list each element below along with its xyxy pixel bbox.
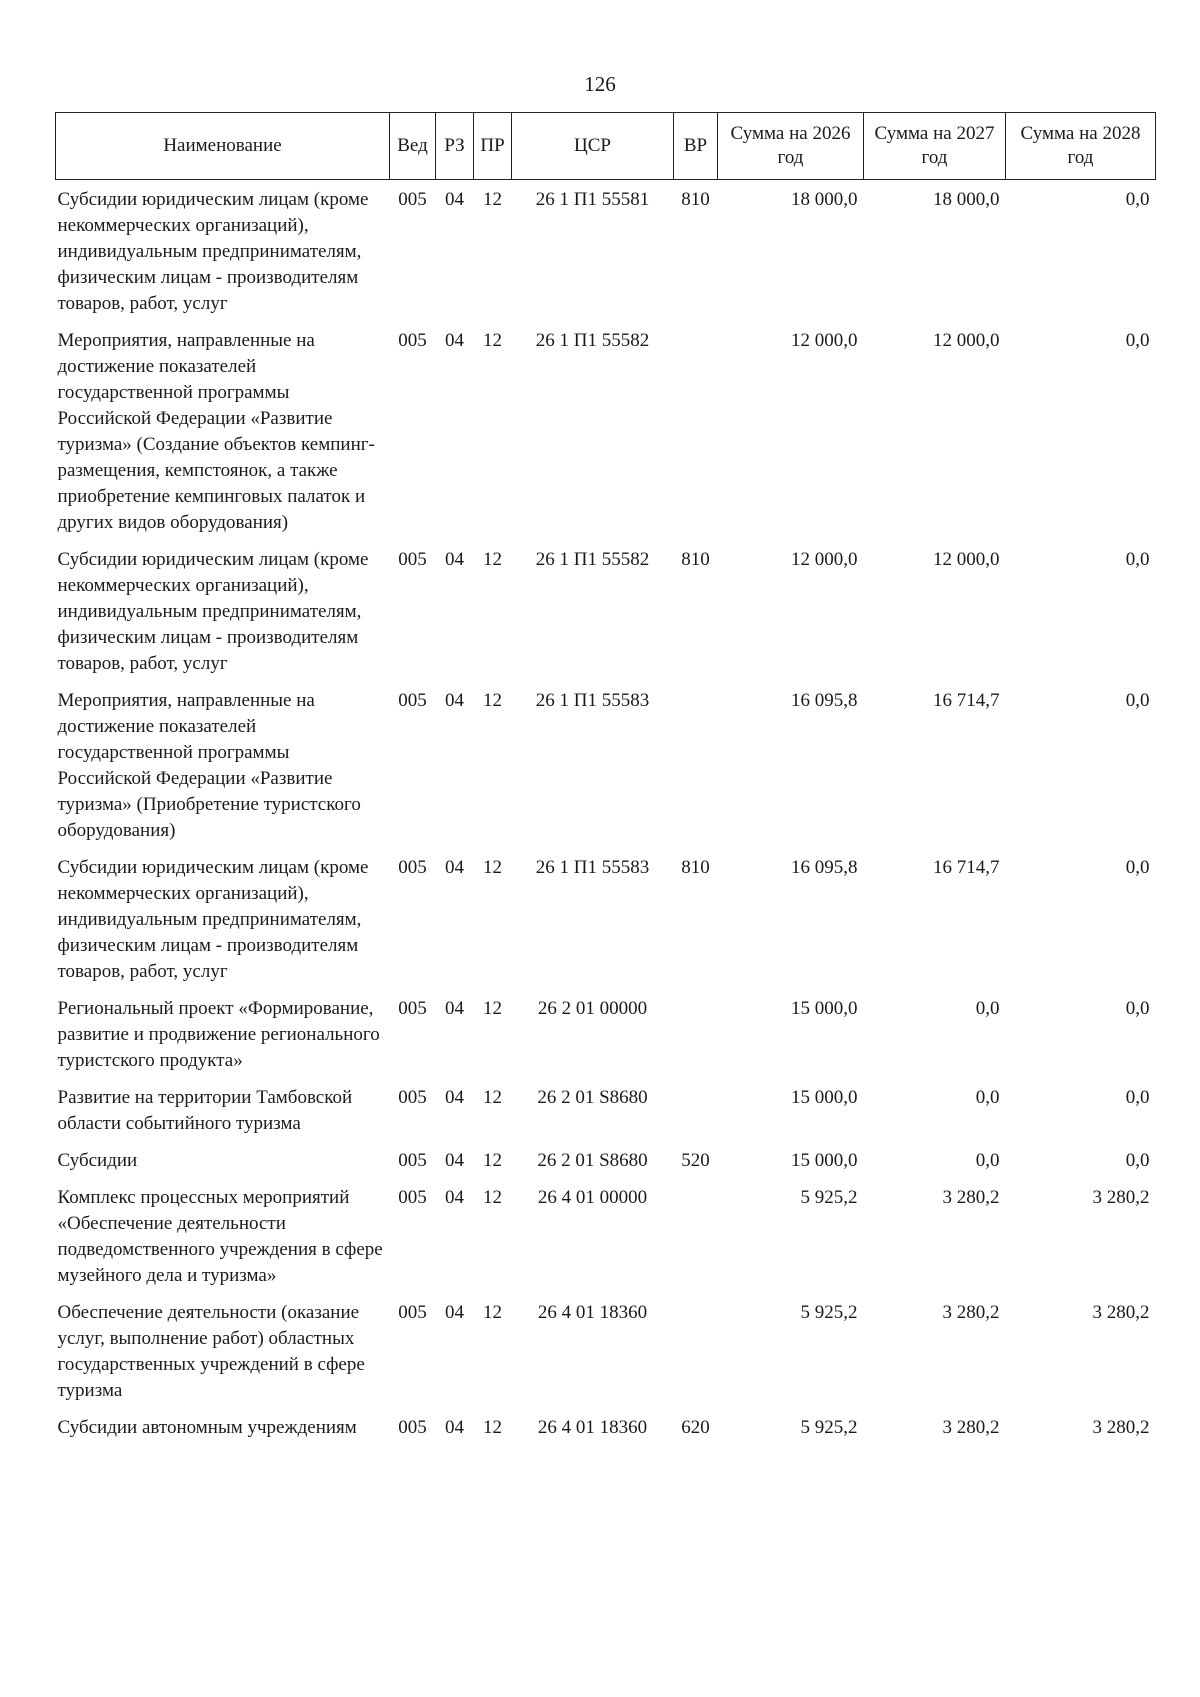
- cell-csr: 26 1 П1 55582: [535, 549, 650, 570]
- cell-sum-2026: 5 925,2: [800, 1417, 858, 1438]
- cell-name: Субсидии юридическим лицам (кроме некоммерческих организаций), индивидуальным предпринимателям, физическим лицам - производителям товаров, работ, услуг: [57, 857, 369, 982]
- cell-sum-2026: 18 000,0: [791, 189, 858, 210]
- page-number: 126: [584, 72, 616, 96]
- cell-pr: 12: [483, 330, 502, 351]
- cell-vr: [674, 989, 718, 1078]
- cell-vr: 520: [681, 1150, 710, 1171]
- table-row: [56, 989, 1156, 1078]
- cell-ved: 005: [398, 1417, 427, 1438]
- cell-sum-2027: 0,0: [975, 1150, 1000, 1171]
- table-row: [56, 1408, 1156, 1445]
- cell-csr: 26 4 01 18360: [537, 1302, 648, 1323]
- cell-sum-2026: 15 000,0: [791, 998, 858, 1019]
- cell-ved: 005: [398, 690, 427, 711]
- header-row: [56, 113, 1156, 180]
- cell-pr: 12: [483, 1417, 502, 1438]
- cell-sum-2027: 0,0: [975, 1087, 1000, 1108]
- cell-sum-2026: 16 095,8: [791, 690, 858, 711]
- cell-sum-2028: 0,0: [1125, 1150, 1150, 1171]
- cell-vr: 810: [681, 857, 710, 878]
- cell-sum-2028: 0,0: [1125, 330, 1150, 351]
- cell-rz: 04: [445, 1087, 464, 1108]
- cell-pr: 12: [483, 998, 502, 1019]
- cell-pr: 12: [483, 1087, 502, 1108]
- cell-sum-2026: 12 000,0: [791, 330, 858, 351]
- cell-rz: 04: [445, 549, 464, 570]
- cell-vr: 810: [681, 549, 710, 570]
- cell-sum-2026: 12 000,0: [791, 549, 858, 570]
- header-name: Наименование: [56, 113, 390, 180]
- header-csr: ЦСР: [512, 113, 674, 180]
- cell-vr: [674, 681, 718, 848]
- cell-sum-2027: 3 280,2: [942, 1187, 1000, 1208]
- cell-sum-2027: 3 280,2: [942, 1302, 1000, 1323]
- cell-rz: 04: [445, 1187, 464, 1208]
- cell-name: Субсидии юридическим лицам (кроме некоммерческих организаций), индивидуальным предпринимателям, физическим лицам - производителям товаров, работ, услуг: [57, 549, 369, 674]
- cell-pr: 12: [483, 189, 502, 210]
- cell-sum-2028: 3 280,2: [1092, 1302, 1150, 1323]
- cell-ved: 005: [398, 189, 427, 210]
- cell-ved: 005: [398, 1150, 427, 1171]
- cell-ved: 005: [398, 857, 427, 878]
- table-row: [56, 321, 1156, 540]
- table-row: [56, 540, 1156, 681]
- cell-sum-2027: 3 280,2: [942, 1417, 1000, 1438]
- cell-csr: 26 2 01 S8680: [537, 1087, 648, 1108]
- cell-pr: 12: [483, 1150, 502, 1171]
- cell-name: Субсидии юридическим лицам (кроме некоммерческих организаций), индивидуальным предпринимателям, физическим лицам - производителям товаров, работ, услуг: [57, 189, 369, 314]
- cell-vr: [674, 1078, 718, 1141]
- cell-pr: 12: [483, 690, 502, 711]
- cell-ved: 005: [398, 998, 427, 1019]
- cell-csr: 26 1 П1 55582: [535, 330, 650, 351]
- table-row: [56, 848, 1156, 989]
- cell-vr: [674, 1178, 718, 1293]
- cell-name: Мероприятия, направленные на достижение показателей государственной программы Российской Федерации «Развитие туризма» (Приобретение туристского оборудования): [57, 690, 361, 841]
- cell-vr: 810: [681, 189, 710, 210]
- cell-vr: [674, 1293, 718, 1408]
- header-ved: Вед: [390, 113, 436, 180]
- cell-rz: 04: [445, 1302, 464, 1323]
- cell-vr: [674, 321, 718, 540]
- header-sum-2027: Сумма на 2027 год: [864, 113, 1006, 180]
- cell-ved: 005: [398, 330, 427, 351]
- cell-sum-2027: 12 000,0: [933, 330, 1000, 351]
- header-sum-2028: Сумма на 2028 год: [1006, 113, 1156, 180]
- cell-name: Субсидии автономным учреждениям: [57, 1417, 357, 1438]
- header-sum-2026: Сумма на 2026 год: [718, 113, 864, 180]
- cell-csr: 26 2 01 00000: [537, 998, 648, 1019]
- cell-name: Субсидии: [57, 1150, 138, 1171]
- cell-vr: 620: [681, 1417, 710, 1438]
- cell-ved: 005: [398, 1302, 427, 1323]
- cell-sum-2028: 0,0: [1125, 1087, 1150, 1108]
- cell-csr: 26 1 П1 55581: [535, 189, 650, 210]
- cell-csr: 26 2 01 S8680: [537, 1150, 648, 1171]
- cell-name: Развитие на территории Тамбовской области событийного туризма: [57, 1087, 353, 1134]
- cell-sum-2026: 15 000,0: [791, 1150, 858, 1171]
- cell-sum-2028: 0,0: [1125, 857, 1150, 878]
- cell-csr: 26 1 П1 55583: [535, 690, 650, 711]
- cell-sum-2027: 12 000,0: [933, 549, 1000, 570]
- cell-sum-2027: 16 714,7: [933, 690, 1000, 711]
- cell-sum-2026: 5 925,2: [800, 1187, 858, 1208]
- budget-table: [55, 112, 1156, 1445]
- cell-pr: 12: [483, 1302, 502, 1323]
- cell-csr: 26 1 П1 55583: [535, 857, 650, 878]
- cell-csr: 26 4 01 18360: [537, 1417, 648, 1438]
- cell-name: Мероприятия, направленные на достижение показателей государственной программы Российской Федерации «Развитие туризма» (Создание объектов кемпинг-размещения, кемпстоянок, а также приобретение кемпинговых палаток и других видов оборудования): [57, 330, 375, 533]
- cell-sum-2028: 0,0: [1125, 549, 1150, 570]
- cell-ved: 005: [398, 1087, 427, 1108]
- cell-ved: 005: [398, 1187, 427, 1208]
- cell-rz: 04: [445, 330, 464, 351]
- cell-sum-2028: 0,0: [1125, 690, 1150, 711]
- table-row: [56, 1293, 1156, 1408]
- cell-rz: 04: [445, 1417, 464, 1438]
- table-row: [56, 1078, 1156, 1141]
- header-pr: ПР: [474, 113, 512, 180]
- cell-pr: 12: [483, 1187, 502, 1208]
- cell-name: Региональный проект «Формирование, развитие и продвижение регионального туристского продукта»: [57, 998, 380, 1071]
- cell-sum-2026: 16 095,8: [791, 857, 858, 878]
- cell-csr: 26 4 01 00000: [537, 1187, 648, 1208]
- cell-rz: 04: [445, 690, 464, 711]
- cell-sum-2027: 18 000,0: [933, 189, 1000, 210]
- cell-ved: 005: [398, 549, 427, 570]
- cell-name: Обеспечение деятельности (оказание услуг, выполнение работ) областных государственных учреждений в сфере туризма: [57, 1302, 365, 1401]
- table-row: [56, 180, 1156, 322]
- cell-pr: 12: [483, 857, 502, 878]
- cell-sum-2027: 0,0: [975, 998, 1000, 1019]
- cell-rz: 04: [445, 998, 464, 1019]
- cell-name: Комплекс процессных мероприятий «Обеспечение деятельности подведомственного учреждения в сфере музейного дела и туризма»: [57, 1187, 383, 1286]
- cell-sum-2026: 15 000,0: [791, 1087, 858, 1108]
- cell-sum-2026: 5 925,2: [800, 1302, 858, 1323]
- cell-sum-2027: 16 714,7: [933, 857, 1000, 878]
- cell-rz: 04: [445, 857, 464, 878]
- cell-sum-2028: 0,0: [1125, 998, 1150, 1019]
- cell-sum-2028: 0,0: [1125, 189, 1150, 210]
- table-header: [56, 113, 1156, 180]
- table-row: [56, 1178, 1156, 1293]
- cell-rz: 04: [445, 189, 464, 210]
- cell-sum-2028: 3 280,2: [1092, 1417, 1150, 1438]
- cell-rz: 04: [445, 1150, 464, 1171]
- table-body: [56, 180, 1156, 1446]
- header-vr: ВР: [674, 113, 718, 180]
- header-rz: РЗ: [436, 113, 474, 180]
- cell-sum-2028: 3 280,2: [1092, 1187, 1150, 1208]
- table-row: [56, 1141, 1156, 1178]
- cell-pr: 12: [483, 549, 502, 570]
- table-row: [56, 681, 1156, 848]
